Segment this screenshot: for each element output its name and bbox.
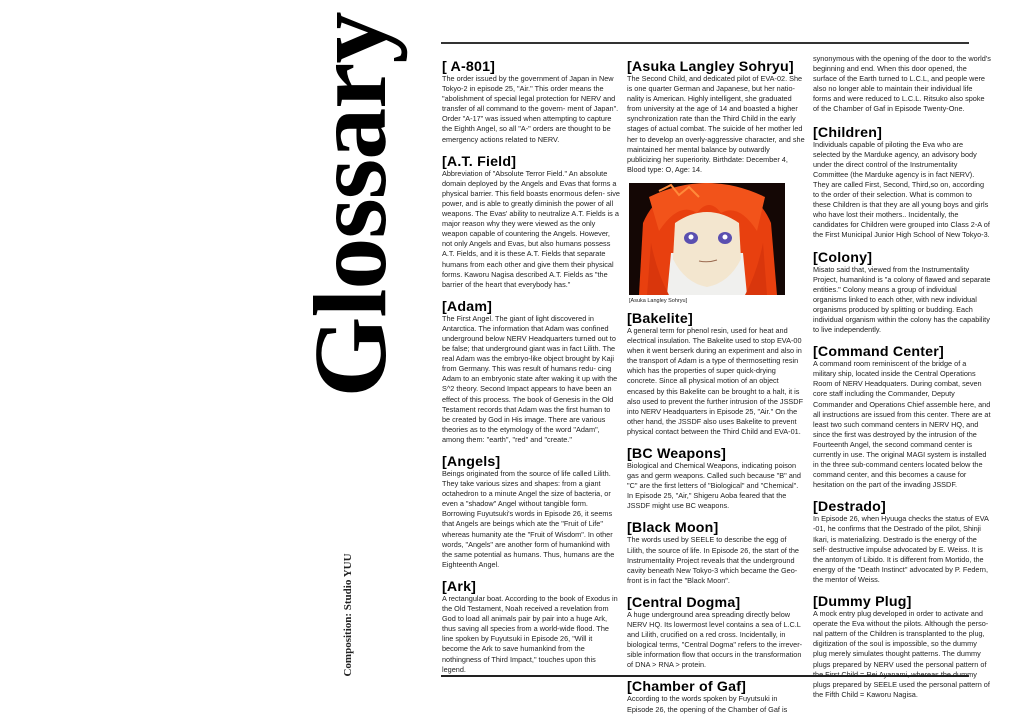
entry-definition: Misato said that, viewed from the Instrumentality Project, humankind is "a colony of flawed and separate entities." Colony means a group of individual organisms linked to each other, with new individual organisms produced by splitting or budding. Each individual organism within the colony has the capability to live independently. — [813, 264, 991, 335]
figure-caption: [Asuka Langley Sohryu] — [629, 297, 688, 304]
glossary-entry-destrado — [813, 500, 991, 585]
entry-term: [Central Dogma] — [627, 594, 741, 611]
entry-definition: A mock entry plug developed in order to activate and operate the Eva without the pilots. Although the perso- nal pattern of the Children is transplanted to the plug, digitization of the soul is impossible, so the dummy plug merely simulates thought patterns. The dummy plugs prepared by NERV used the personal pattern of the First Child = Rei Ayanami, whereas the dummy plugs prepared by SEELE used the personal pattern of the Fifth Child = Kaworu Nagisa. — [813, 609, 990, 699]
glossary-entry-bakelite — [627, 312, 805, 437]
entry-definition: The order issued by the government of Japan in New Tokyo-2 in episode 25, "Air." This order means the "abolishment of special legal protection for NERV and transfer of all command to the govern- ment of Japan". Order "A-17" was issued when attempting to capture the Eighth Angel, so all "A-" orders are thought to be emergency actions related to NERV. — [442, 74, 619, 144]
entry-term: [Command Center] — [813, 344, 944, 361]
glossary-entry-angels — [442, 455, 620, 570]
entry-term: [BC Weapons] — [627, 445, 727, 462]
entry-term: [Ark] — [442, 578, 477, 595]
entry-term: [Asuka Langley Sohryu] — [627, 59, 794, 75]
entry-definition: Individuals capable of piloting the Eva who are selected by the Marduke agency, an advisory body under the direct control of the Instrumentality Committee (the Marduke agency is in fact NERV). They are called First, Second, Third,so on, according to the order of their selection. What is common to these Children is that they are all young boys and girls who have lost their mothers.. Incidentally, the candidates for Children were grouped into Class 2-A of the First Municipal Junior High School of New Tokyo-3. — [813, 139, 990, 240]
glossary-entry-asuka — [627, 60, 805, 175]
entry-term: [Chamber of Gaf] — [627, 679, 747, 696]
entry-definition: Beings originated from the source of life called Lilith. They take various sizes and shapes: from a giant octahedron to a minute Angel the size of bacteria, or even a "shadow" Angel without tangible form. Borrowing Fuyutsuki's words in Episode 26, it seems that Angels are beings which ate the "Fruit of Life" whereas humanity ate the "Fruit of Wisdom". In other words, "Angels" are another form of humankind with the same potential as humans. Thus, humans are the Eighteenth Angel. — [442, 469, 615, 569]
composition-credit: Composition: Studio YUU — [342, 553, 354, 677]
glossary-entry-at-field — [442, 155, 620, 290]
glossary-entry-ark — [442, 580, 620, 675]
column-3 — [813, 54, 991, 710]
glossary-entry-bc-weapons — [627, 447, 805, 511]
entry-term: [Bakelite] — [627, 310, 693, 327]
glossary-entry-colony — [813, 251, 991, 336]
entry-term: [A.T. Field] — [442, 153, 517, 170]
entry-definition: According to the words spoken by Fuyutsuki in Episode 26, the opening of the Chamber of Gaf is — [627, 694, 788, 714]
glossary-entry-adam — [442, 300, 620, 445]
glossary-entry-black-moon — [627, 521, 805, 585]
entry-definition: The Second Child, and dedicated pilot of EVA-02. She is one quarter German and Japanese, but her natio- nality is American. Highly intelligent, she graduated from university at the age of 14 and boasted a higher synchronization rate than the Third Child in the early stages of actual combat. The suicide of her mother led her to develop an overly-aggressive character, and she maintained her mental balance by outwardly publicizing her superiority. Birthdate: December 4, Blood type: O, Age: 14. — [627, 74, 805, 174]
asuka-figure — [629, 183, 785, 305]
page-title-block — [293, 12, 408, 398]
glossary-entry-chamber-of-gaf — [627, 680, 805, 714]
glossary-entry-central-dogma — [627, 596, 805, 671]
entry-definition: A command room reminiscent of the bridge of a military ship, located inside the Central Operations Room of NERV Headquaters. During combat, seven core staff including the Commander, Deputy Commander and Operations Chief assemble here, and all instructions are issued from this center. There are at least two such command centers in NERV HQ, and since the first was destroyed by the intrusion of the Fourteenth Angel, the second command center is currently in use. The original MAGI system is installed in the three sub-command centers located below the command center, and this becomes a cause for hesitation on the part of the invading JSSDF. — [813, 359, 991, 490]
entry-definition: The First Angel. The giant of light discovered in Antarctica. The information that Adam was confined underground below NERV Headquarters turned out to be false; that underground giant was in fact Lilith. The real Adam was the embryo-like object brought by Kaji from Germany. This was result of humans redu- cing Adam to an embryonic state after waking it up with the S^2 theory. Second Impact appears to have been an effect of this process. The book of Genesis in the Old Testament records that Adam was the first human to be created by God in His image. There are various theories as to the etymology of the word "Adam", among them: "earth", "red" and "create." — [442, 313, 618, 444]
glossary-entry-a801 — [442, 60, 620, 145]
entry-continuation: synonymous with the opening of the door to the world's beginning and end. When this door opened, the surface of the Earth turned to L.C.L, and people were also no longer able to maintain their individual life forms and were reduced to L.C.L. Ritsuko also spoke of the Chamber of Gaf in Episode Twenty-One. — [813, 54, 991, 114]
page-title: Glossary — [293, 12, 408, 398]
glossary-entry-dummy-plug — [813, 595, 991, 700]
glossary-entry-command-center — [813, 345, 991, 490]
entry-term: [Colony] — [813, 249, 873, 266]
credit-block — [340, 555, 356, 675]
asuka-portrait-illustration — [629, 183, 785, 295]
entry-definition: The words used by SEELE to describe the egg of Lilith, the source of life. In Episode 26, the start of the Instrumentality Project reveals that the underground cavity beneath New Tokyo-3 which became the Geo- front is in fact the "Black Moon". — [627, 535, 799, 585]
entry-definition: A general term for phenol resin, used for heat and electrical insulation. The Bakelite used to stop EVA-00 when it went berserk during an experiment and also in the transport of Adam is a type of thermosetting resin which has the properties of super quick-drying concrete. Since all physical motion of an object encased by this Bakelite can be brought to a halt, it is also used to prevent the further intrusion of the JSSDF into NERV Headquarters in Episode 25, "Air." On the other hand, the JSSDF also uses Bakelite to prevent physical contact between the Third Child and EVA-01. — [627, 325, 804, 436]
asuka-portrait-image — [629, 183, 785, 295]
entry-definition: A huge underground area spreading directly below NERV HQ. Its lowermost level contains a sea of L.C.L and Lilith, crucified on a red cross. Incidentally, in biological terms, "Central Dogma" refers to the irrever- sible information flow that occurs in the transformation of DNA > RNA > protein. — [627, 609, 803, 670]
entry-term: [Dummy Plug] — [813, 594, 912, 611]
entry-term: [Angels] — [442, 454, 501, 470]
entry-definition: Abbreviation of "Absolute Terror Field." An absolute domain deployed by the Angels and Evas that forms a physical barrier. This field boasts enormous defen- sive power, and is able to greatly diminish the power of all weapons. The Evas' ability to neutralize A.T. Fields is a major reason why they were viewed as the only weapon capable of countering the Angels. However, not only Angels and Evas, but also humans possess A.T. Fields, and it is these A.T. Fields that separate humans from each other and give them their physical forms. Kaworu Nagisa described A.T. Fields as "the barrier of the heart that everybody has." — [442, 168, 620, 289]
entry-definition: In Episode 26, when Hyuuga checks the status of EVA -01, he confirms that the Destrado of the pilot, Shinji Ikari, is materializing. Destrado is the energy of the self- destructive impulse advocated by E. Weiss. It is the antonym of Libido. It is different from Mortido, the energy of the "Death Instinct" advocated by P. Federn, the mentor of Weiss. — [813, 514, 989, 584]
entry-definition: A rectangular boat. According to the book of Exodus in the Old Testament, Noah received a revelation from God to load all animals pair by pair into a huge Ark, thus saving all species from a world-wide flood. The line spoken by Fuyutsuki in Episode 26, "Will it become the Ark to save humankind from the nothingness of Third Impact," touches upon this legend. — [442, 593, 618, 674]
entry-term: [Destrado] — [813, 499, 886, 516]
column-1 — [442, 60, 620, 685]
entry-definition: Biological and Chemical Weapons, indicating poison gas and germ weapons. Called such because "B" and "C" are the first letters of "Biological" and "Chemical". In Episode 25, "Air," Shigeru Aoba feared that the JSSDF might use BC weapons. — [627, 460, 801, 511]
entry-term: [ A-801] — [442, 59, 496, 75]
entry-term: [Black Moon] — [627, 520, 719, 537]
top-rule — [441, 42, 969, 44]
entry-term: [Adam] — [442, 298, 493, 315]
column-2 — [627, 60, 805, 725]
entry-term: [Children] — [813, 124, 882, 141]
glossary-entry-children — [813, 126, 991, 241]
